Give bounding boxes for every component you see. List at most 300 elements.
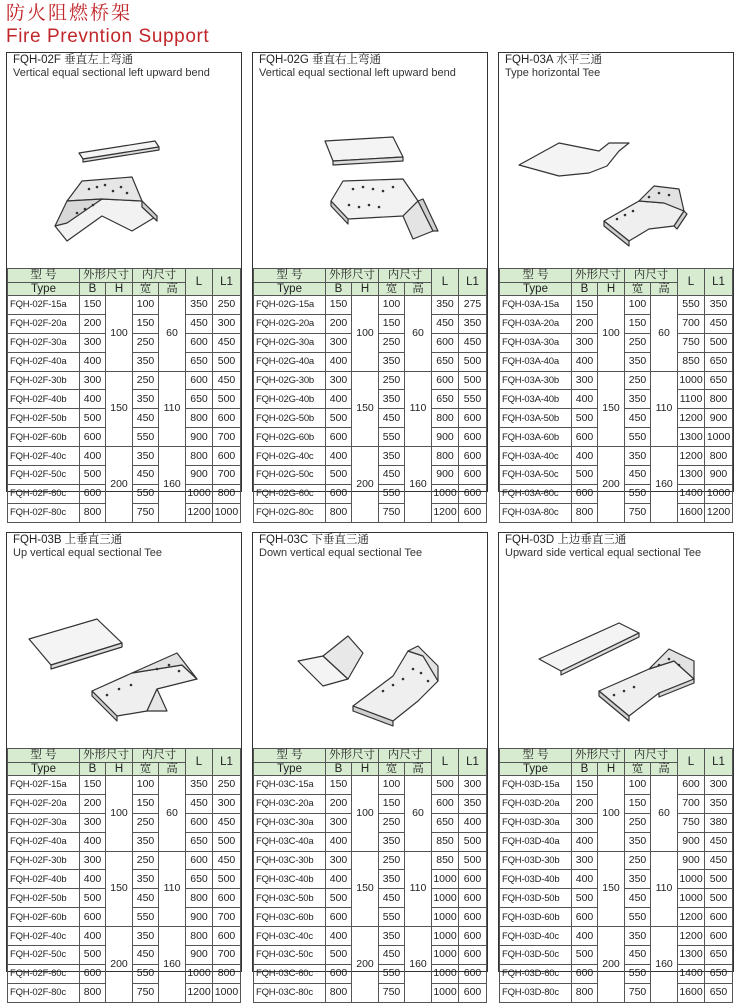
cell-height: 60	[405, 776, 432, 852]
cell-l1: 500	[459, 832, 487, 851]
cell-l: 650	[186, 832, 213, 851]
cell-b: 500	[572, 946, 598, 965]
cell-type: FQH-03D-40a	[500, 832, 572, 851]
cell-l1: 600	[459, 870, 487, 889]
table-row	[254, 447, 487, 466]
cell-height: 160	[405, 447, 432, 523]
cell-type: FQH-02F-40c	[8, 927, 80, 946]
cell-b: 150	[572, 776, 598, 795]
header-inner-size: 内尺寸	[625, 749, 678, 763]
cell-type: FQH-03D-40b	[500, 870, 572, 889]
tee-illustration	[499, 561, 732, 747]
panel-fqh-02g	[252, 52, 488, 519]
cell-b: 800	[572, 983, 598, 1002]
cell-width: 350	[625, 832, 651, 851]
cell-l1: 500	[459, 371, 487, 390]
header-type-en: Type	[500, 763, 572, 776]
cell-type: FQH-02G-50c	[254, 466, 326, 485]
cell-l: 1200	[186, 983, 213, 1002]
cell-b: 200	[326, 794, 352, 813]
cell-l: 1000	[432, 889, 459, 908]
cell-b: 600	[326, 428, 352, 447]
header-b: B	[80, 283, 106, 296]
cell-l: 650	[186, 870, 213, 889]
cell-b: 600	[572, 964, 598, 983]
header-type-cn: 型 号	[254, 749, 326, 763]
cell-b: 300	[80, 371, 106, 390]
header-width: 宽	[625, 763, 651, 776]
cell-width: 750	[133, 983, 159, 1002]
cell-b: 200	[572, 794, 598, 813]
cell-l1: 500	[213, 352, 241, 371]
cell-b: 300	[326, 371, 352, 390]
product-code: FQH-03D 上边垂直三通	[505, 534, 627, 546]
cell-width: 450	[379, 466, 405, 485]
table-row	[500, 927, 733, 946]
cell-b: 400	[572, 390, 598, 409]
cell-type: FQH-03D-50c	[500, 946, 572, 965]
header-inner-size: 内尺寸	[379, 749, 432, 763]
cell-height: 60	[159, 776, 186, 852]
cell-b: 800	[326, 983, 352, 1002]
cell-l: 350	[186, 776, 213, 795]
cell-l1: 700	[213, 466, 241, 485]
cell-height: 110	[405, 371, 432, 447]
cell-l: 800	[186, 447, 213, 466]
cell-b: 800	[80, 503, 106, 522]
cell-b: 600	[326, 964, 352, 983]
cell-width: 250	[379, 813, 405, 832]
header-h: H	[598, 283, 625, 296]
product-code: FQH-03B 上垂直三通	[13, 534, 123, 546]
cell-l1: 600	[459, 428, 487, 447]
cell-l1: 900	[705, 409, 733, 428]
cell-h: 100	[352, 296, 379, 372]
cell-l: 750	[678, 813, 705, 832]
cell-type: FQH-02F-15a	[8, 776, 80, 795]
cell-h: 200	[598, 447, 625, 523]
cell-l1: 500	[459, 352, 487, 371]
cell-width: 550	[133, 484, 159, 503]
product-description: Down vertical equal sectional Tee	[259, 547, 423, 559]
cell-l1: 1000	[705, 428, 733, 447]
cell-h: 150	[598, 851, 625, 927]
cell-width: 350	[625, 870, 651, 889]
cell-width: 350	[379, 927, 405, 946]
cell-b: 300	[572, 333, 598, 352]
header-width: 宽	[625, 283, 651, 296]
header-l1: L1	[213, 749, 241, 776]
cell-h: 150	[598, 371, 625, 447]
cell-type: FQH-02F-40b	[8, 870, 80, 889]
cell-type: FQH-03A-40b	[500, 390, 572, 409]
cell-l: 900	[432, 428, 459, 447]
cell-width: 450	[133, 889, 159, 908]
cell-b: 500	[572, 466, 598, 485]
cell-b: 800	[572, 503, 598, 522]
cell-l: 600	[186, 813, 213, 832]
cell-type: FQH-03C-60c	[254, 964, 326, 983]
cell-width: 450	[625, 946, 651, 965]
cell-l1: 600	[213, 447, 241, 466]
cell-type: FQH-02G-60c	[254, 484, 326, 503]
cell-type: FQH-03D-20a	[500, 794, 572, 813]
spec-table	[253, 748, 487, 1003]
cell-b: 300	[326, 333, 352, 352]
cell-width: 450	[379, 946, 405, 965]
cell-width: 100	[133, 776, 159, 795]
header-width: 宽	[379, 763, 405, 776]
cell-type: FQH-02F-60c	[8, 484, 80, 503]
table-header-row	[254, 269, 487, 283]
header-h: H	[106, 283, 133, 296]
cell-l1: 650	[705, 352, 733, 371]
cell-width: 350	[133, 927, 159, 946]
cell-width: 550	[379, 428, 405, 447]
spec-table	[7, 268, 241, 523]
cell-width: 250	[625, 371, 651, 390]
cell-b: 400	[80, 447, 106, 466]
table-row	[8, 296, 241, 315]
cell-type: FQH-02G-50b	[254, 409, 326, 428]
cell-b: 400	[326, 927, 352, 946]
cell-type: FQH-03C-50c	[254, 946, 326, 965]
cell-l1: 250	[213, 296, 241, 315]
cell-l1: 450	[705, 314, 733, 333]
cell-h: 200	[106, 447, 133, 523]
bend-illustration	[7, 81, 240, 267]
cell-type: FQH-03C-40a	[254, 832, 326, 851]
cell-b: 300	[326, 851, 352, 870]
cell-l: 650	[186, 390, 213, 409]
cell-l1: 500	[705, 870, 733, 889]
cell-b: 200	[80, 314, 106, 333]
cell-type: FQH-03C-20a	[254, 794, 326, 813]
cell-type: FQH-02F-80c	[8, 983, 80, 1002]
cell-b: 600	[80, 484, 106, 503]
cell-width: 350	[625, 352, 651, 371]
header-l: L	[678, 269, 705, 296]
cell-b: 500	[326, 409, 352, 428]
cell-width: 100	[625, 296, 651, 315]
cell-width: 250	[133, 851, 159, 870]
cell-h: 150	[352, 851, 379, 927]
cell-l: 1000	[186, 484, 213, 503]
cell-width: 250	[379, 333, 405, 352]
header-inner-size: 内尺寸	[133, 749, 186, 763]
cell-width: 250	[625, 851, 651, 870]
cell-width: 750	[625, 503, 651, 522]
cell-type: FQH-02F-50b	[8, 889, 80, 908]
cell-b: 600	[572, 908, 598, 927]
cell-b: 300	[572, 371, 598, 390]
table-header-row	[500, 749, 733, 763]
cell-l1: 600	[459, 946, 487, 965]
header-height: 高	[405, 763, 432, 776]
cell-l: 850	[678, 352, 705, 371]
cell-h: 100	[598, 776, 625, 852]
cell-l1: 600	[213, 409, 241, 428]
header-b: B	[80, 763, 106, 776]
cell-width: 350	[133, 390, 159, 409]
cell-l1: 300	[213, 794, 241, 813]
cell-l1: 650	[705, 983, 733, 1002]
cell-type: FQH-03D-30b	[500, 851, 572, 870]
cell-h: 200	[352, 447, 379, 523]
cell-type: FQH-02F-15a	[8, 296, 80, 315]
cell-l: 1300	[678, 466, 705, 485]
cell-width: 100	[625, 776, 651, 795]
cell-width: 550	[625, 908, 651, 927]
header-type-cn: 型 号	[8, 269, 80, 283]
cell-l: 700	[678, 314, 705, 333]
cell-type: FQH-02F-60b	[8, 428, 80, 447]
header-height: 高	[405, 283, 432, 296]
header-l1: L1	[459, 749, 487, 776]
cell-b: 400	[80, 927, 106, 946]
cell-height: 60	[405, 296, 432, 372]
header-type-cn: 型 号	[500, 269, 572, 283]
panel-fqh-02f	[6, 52, 242, 519]
cell-l1: 700	[213, 908, 241, 927]
cell-b: 600	[80, 428, 106, 447]
cell-width: 450	[133, 409, 159, 428]
cell-l: 850	[432, 851, 459, 870]
cell-b: 800	[80, 983, 106, 1002]
header-type-cn: 型 号	[500, 749, 572, 763]
cell-width: 450	[625, 889, 651, 908]
cell-width: 150	[133, 794, 159, 813]
cell-width: 150	[625, 794, 651, 813]
cell-width: 550	[625, 964, 651, 983]
cell-b: 500	[326, 466, 352, 485]
cell-l1: 800	[705, 390, 733, 409]
cell-l1: 800	[213, 484, 241, 503]
cell-l: 1300	[678, 946, 705, 965]
header-b: B	[572, 763, 598, 776]
cell-l1: 400	[459, 813, 487, 832]
cell-b: 500	[80, 946, 106, 965]
cell-type: FQH-03D-50b	[500, 889, 572, 908]
cell-l1: 500	[213, 832, 241, 851]
cell-type: FQH-03A-40a	[500, 352, 572, 371]
cell-b: 300	[80, 333, 106, 352]
header-height: 高	[651, 283, 678, 296]
cell-type: FQH-02F-50c	[8, 466, 80, 485]
product-code: FQH-02G 垂直右上弯通	[259, 54, 382, 66]
cell-l: 1200	[678, 927, 705, 946]
cell-b: 400	[572, 832, 598, 851]
cell-l1: 500	[213, 390, 241, 409]
cell-type: FQH-03A-20a	[500, 314, 572, 333]
header-l: L	[186, 269, 213, 296]
cell-type: FQH-03C-30b	[254, 851, 326, 870]
cell-l: 1100	[678, 390, 705, 409]
cell-type: FQH-03A-60b	[500, 428, 572, 447]
header-outer-size: 外形尺寸	[80, 269, 133, 283]
header-outer-size: 外形尺寸	[326, 269, 379, 283]
page-title	[6, 2, 209, 48]
cell-type: FQH-03D-60b	[500, 908, 572, 927]
spec-table	[7, 748, 241, 1003]
cell-b: 400	[326, 447, 352, 466]
cell-l1: 800	[705, 447, 733, 466]
table-row	[8, 447, 241, 466]
panel-header	[499, 53, 733, 80]
cell-l: 1000	[678, 371, 705, 390]
panel-header	[499, 533, 733, 560]
cell-l1: 900	[705, 466, 733, 485]
product-illustration	[7, 81, 240, 267]
table-row	[500, 447, 733, 466]
cell-l: 1000	[432, 870, 459, 889]
cell-h: 200	[598, 927, 625, 1003]
cell-height: 60	[651, 296, 678, 372]
cell-width: 100	[379, 296, 405, 315]
table-row	[500, 371, 733, 390]
cell-l: 900	[186, 908, 213, 927]
cell-width: 350	[379, 447, 405, 466]
cell-type: FQH-03D-40c	[500, 927, 572, 946]
header-outer-size: 外形尺寸	[572, 749, 625, 763]
cell-type: FQH-03C-30a	[254, 813, 326, 832]
page-title-en: Fire Prevntion Support	[6, 26, 210, 47]
cell-type: FQH-02F-50c	[8, 946, 80, 965]
cell-width: 350	[379, 832, 405, 851]
cell-l: 1000	[678, 870, 705, 889]
cell-l1: 600	[459, 503, 487, 522]
cell-type: FQH-02F-30b	[8, 851, 80, 870]
cell-b: 150	[80, 296, 106, 315]
header-l1: L1	[705, 749, 733, 776]
cell-width: 350	[133, 447, 159, 466]
cell-b: 600	[80, 908, 106, 927]
cell-l: 350	[186, 296, 213, 315]
cell-l1: 450	[705, 832, 733, 851]
cell-l1: 650	[705, 946, 733, 965]
cell-type: FQH-02F-20a	[8, 794, 80, 813]
cell-l1: 700	[213, 946, 241, 965]
cell-b: 400	[80, 390, 106, 409]
cell-type: FQH-03C-80c	[254, 983, 326, 1002]
product-code: FQH-02F 垂直左上弯通	[13, 54, 134, 66]
cell-l: 1200	[678, 409, 705, 428]
panel-header	[7, 533, 241, 560]
header-height: 高	[159, 283, 186, 296]
cell-l1: 600	[459, 484, 487, 503]
cell-type: FQH-02F-80c	[8, 503, 80, 522]
panel-fqh-03d	[498, 532, 734, 999]
cell-width: 450	[133, 466, 159, 485]
cell-h: 200	[352, 927, 379, 1003]
table-row	[254, 371, 487, 390]
cell-l: 900	[186, 946, 213, 965]
cell-type: FQH-03A-50b	[500, 409, 572, 428]
cell-width: 450	[133, 946, 159, 965]
cell-l1: 300	[459, 776, 487, 795]
cell-l1: 380	[705, 813, 733, 832]
cell-height: 60	[651, 776, 678, 852]
cell-type: FQH-02G-80c	[254, 503, 326, 522]
table-row	[8, 851, 241, 870]
header-h: H	[106, 763, 133, 776]
cell-b: 500	[326, 889, 352, 908]
cell-type: FQH-03A-50c	[500, 466, 572, 485]
product-description: Vertical equal sectional left upward bend	[259, 67, 456, 79]
cell-l1: 1000	[213, 983, 241, 1002]
cell-l: 650	[432, 352, 459, 371]
cell-width: 750	[625, 983, 651, 1002]
cell-type: FQH-02G-40a	[254, 352, 326, 371]
cell-b: 200	[326, 314, 352, 333]
cell-type: FQH-03C-40c	[254, 927, 326, 946]
header-outer-size: 外形尺寸	[80, 749, 133, 763]
cell-b: 500	[80, 409, 106, 428]
header-b: B	[326, 763, 352, 776]
cell-b: 300	[80, 851, 106, 870]
cell-l1: 600	[213, 927, 241, 946]
cell-width: 350	[625, 390, 651, 409]
cell-l: 600	[186, 371, 213, 390]
cell-b: 400	[326, 390, 352, 409]
cell-l1: 350	[459, 794, 487, 813]
cell-type: FQH-02G-40c	[254, 447, 326, 466]
cell-b: 400	[572, 927, 598, 946]
spec-table	[499, 268, 733, 523]
cell-l1: 600	[213, 889, 241, 908]
cell-width: 750	[379, 983, 405, 1002]
cell-b: 600	[572, 484, 598, 503]
table-row	[254, 927, 487, 946]
cell-l1: 600	[459, 466, 487, 485]
cell-type: FQH-02F-60b	[8, 908, 80, 927]
cell-l1: 450	[213, 813, 241, 832]
cell-type: FQH-02F-30b	[8, 371, 80, 390]
cell-h: 150	[106, 371, 133, 447]
cell-width: 550	[625, 484, 651, 503]
cell-b: 400	[326, 870, 352, 889]
cell-l1: 800	[213, 964, 241, 983]
cell-l: 750	[678, 333, 705, 352]
cell-width: 450	[379, 409, 405, 428]
cell-type: FQH-02F-40a	[8, 832, 80, 851]
cell-width: 250	[133, 813, 159, 832]
cell-type: FQH-03C-60b	[254, 908, 326, 927]
cell-type: FQH-02F-40b	[8, 390, 80, 409]
product-illustration	[253, 561, 486, 747]
cell-height: 160	[159, 927, 186, 1003]
cell-l: 650	[432, 813, 459, 832]
cell-width: 350	[133, 870, 159, 889]
cell-l: 650	[186, 352, 213, 371]
table-header-row	[500, 269, 733, 283]
cell-b: 600	[572, 428, 598, 447]
cell-height: 160	[405, 927, 432, 1003]
cell-b: 400	[80, 870, 106, 889]
cell-type: FQH-03D-60c	[500, 964, 572, 983]
cell-l: 900	[432, 466, 459, 485]
cell-l1: 250	[213, 776, 241, 795]
cell-l: 550	[678, 296, 705, 315]
cell-h: 200	[106, 927, 133, 1003]
cell-l: 1000	[186, 964, 213, 983]
cell-height: 110	[159, 371, 186, 447]
cell-b: 500	[572, 889, 598, 908]
cell-l: 1000	[432, 927, 459, 946]
cell-b: 300	[572, 813, 598, 832]
header-type-cn: 型 号	[8, 749, 80, 763]
panel-header	[7, 53, 241, 80]
